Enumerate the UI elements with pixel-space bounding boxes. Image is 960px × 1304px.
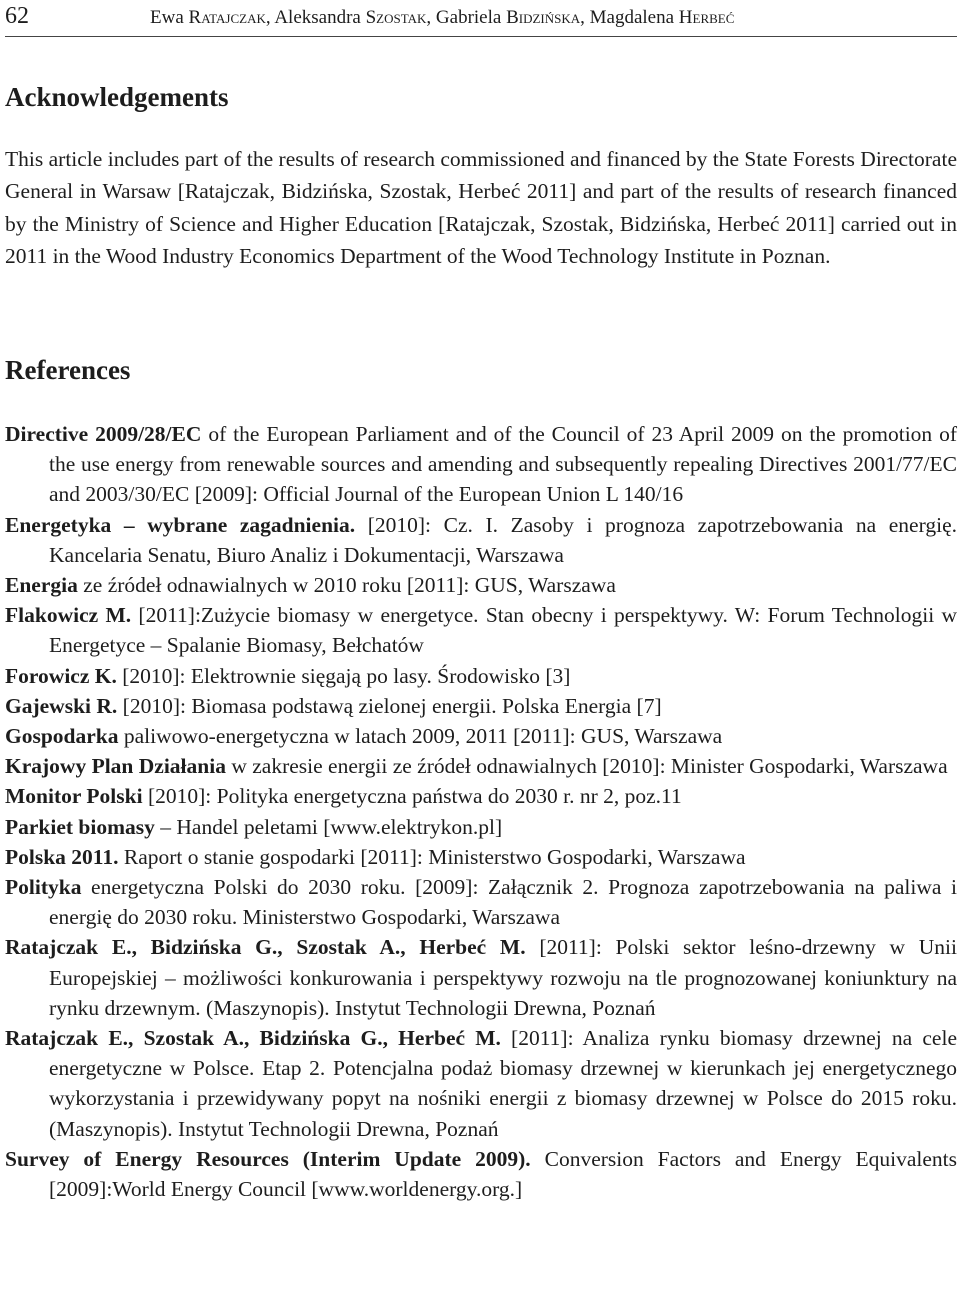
reference-entry [5,872,957,932]
author-first-name: Gabriela [435,7,502,28]
reference-entry [5,510,957,570]
reference-entry [5,842,957,872]
reference-lead: Ratajczak E., Szostak A., Bidzińska G., Herbeć M. [5,1026,501,1051]
reference-entry [5,600,957,660]
reference-detail: [2010]: Cz. I. Zasoby i prognoza zapotrzebowania na energię. Kancelaria Senatu, Biuro Analiz i Dokumentacji, Warszawa [49,512,957,567]
reference-lead: Ratajczak E., Bidzińska G., Szostak A., Herbeć M. [5,935,526,960]
reference-detail: [2010]: Polityka energetyczna państwa do 2030 r. nr 2, poz.11 [142,784,682,809]
reference-detail: Conversion Factors and Energy Equivalents [2009]:World Energy Council [www.worldenergy.org.] [49,1146,957,1202]
reference-lead: Directive 2009/28/EC [5,422,202,446]
acknowledgements-heading: Acknowledgements [5,82,229,112]
reference-entry [5,781,957,811]
reference-lead: Parkiet biomasy [5,814,155,839]
reference-detail: [2010]: Biomasa podstawą zielonej energii. Polska Energia [7] [117,693,662,718]
reference-lead: Energia [5,573,78,598]
reference-lead: Gajewski R. [5,693,118,718]
reference-lead: Forowicz K. [5,663,117,688]
running-header [5,0,957,37]
reference-entry [5,661,957,691]
reference-detail: w zakresie energii ze źródeł odnawialnych [2010]: Minister Gospodarki, Warszawa [225,754,948,779]
reference-entry [5,1023,957,1144]
reference-entry [5,570,957,600]
author-list: Ewa Ratajczak, Aleksandra Szostak, Gabriela Bidzińska, Magdalena Herbeć [150,7,735,28]
author-first-name: Aleksandra [274,7,361,28]
reference-list [5,419,957,1204]
reference-entry [5,691,957,721]
author-last-name: Bidzińska [506,7,581,28]
reference-detail: paliwowo-energetyczna w latach 2009, 2011 [2011]: GUS, Warszawa [118,724,723,749]
author-last-name: Szostak [365,7,427,28]
reference-detail: Raport o stanie gospodarki [2011]: Ministerstwo Gospodarki, Warszawa [118,844,746,869]
reference-entry [5,721,957,751]
reference-lead: Energetyka – wybrane zagadnienia. [5,512,356,537]
reference-detail: [2011]: Analiza rynku biomasy drzewnej na cele energetyczne w Polsce. Etap 2. Potencjalna podaż biomasy drzewnej w kierunkach jej energetycznego wykorzystania i przewidywany popyt na nośniki energii z biomasy drzewnej w Polsce do 2015 roku. (Maszynopis). Instytut Technologii Drewna, Poznań [49,1026,957,1141]
references-heading: References [5,355,131,385]
reference-entry [5,1144,957,1204]
reference-detail: [2011]: Polski sektor leśno-drzewny w Unii Europejskiej – możliwości konkurowania i perspektywy rozwoju na tle prognozowanej koniunktury na rynku drzewnym. (Maszynopis). Instytut Technologii Drewna, Poznań [49,935,958,1020]
reference-lead: Polska 2011. [5,844,119,869]
author-last-name: Ratajczak [188,7,266,28]
author-first-name: Ewa [150,7,184,28]
reference-entry [5,419,957,510]
reference-entry [5,751,957,781]
reference-detail: energetyczna Polski do 2030 roku. [2009]: Załącznik 2. Prognoza zapotrzebowania na paliwa i energię do 2030 roku. Ministerstwo Gospodarki, Warszawa [49,875,957,930]
reference-detail: [2011]:Zużycie biomasy w energetyce. Stan obecny i perspektywy. W: Forum Technologii w Energetyce – Spalanie Biomasy, Bełchatów [49,603,957,658]
reference-entry [5,812,957,842]
reference-detail: [2010]: Elektrownie sięgają po lasy. Środowisko [3] [116,663,571,688]
author-last-name: Herbeć [678,7,735,28]
reference-detail: of the European Parliament and of the Council of 23 April 2009 on the promotion of the use energy from renewable sources and amending and subsequently repealing Directives 2001/77/EC and 2003/30/EC [2009]: Official Journal of the European Union L 140/16 [49,422,957,507]
reference-lead: Gospodarka [5,724,119,749]
reference-lead: Polityka [5,875,82,900]
author-first-name: Magdalena [589,7,675,28]
acknowledgements-body: This article includes part of the results of research commissioned and financed by the State Forests Directorate General in Warsaw [Ratajczak, Bidzińska, Szostak, Herbeć 2011] and part of the results of research financed by the Ministry of Science and Higher Education [Ratajczak, Szostak, Bidzińska, Herbeć 2011] carried out in 2011 in the Wood Industry Economics Department of the Wood Technology Institute in Poznan. [5,147,957,269]
reference-detail: – Handel peletami [www.elektrykon.pl] [154,814,503,839]
page-number: 62 [5,3,29,29]
reference-lead: Monitor Polski [5,784,143,809]
reference-detail: ze źródeł odnawialnych w 2010 roku [2011]: GUS, Warszawa [77,573,616,598]
reference-entry [5,932,957,1023]
reference-lead: Flakowicz M. [5,603,132,628]
reference-lead: Survey of Energy Resources (Interim Update 2009). [5,1146,531,1171]
reference-lead: Krajowy Plan Działania [5,754,226,779]
page [5,0,958,1202]
